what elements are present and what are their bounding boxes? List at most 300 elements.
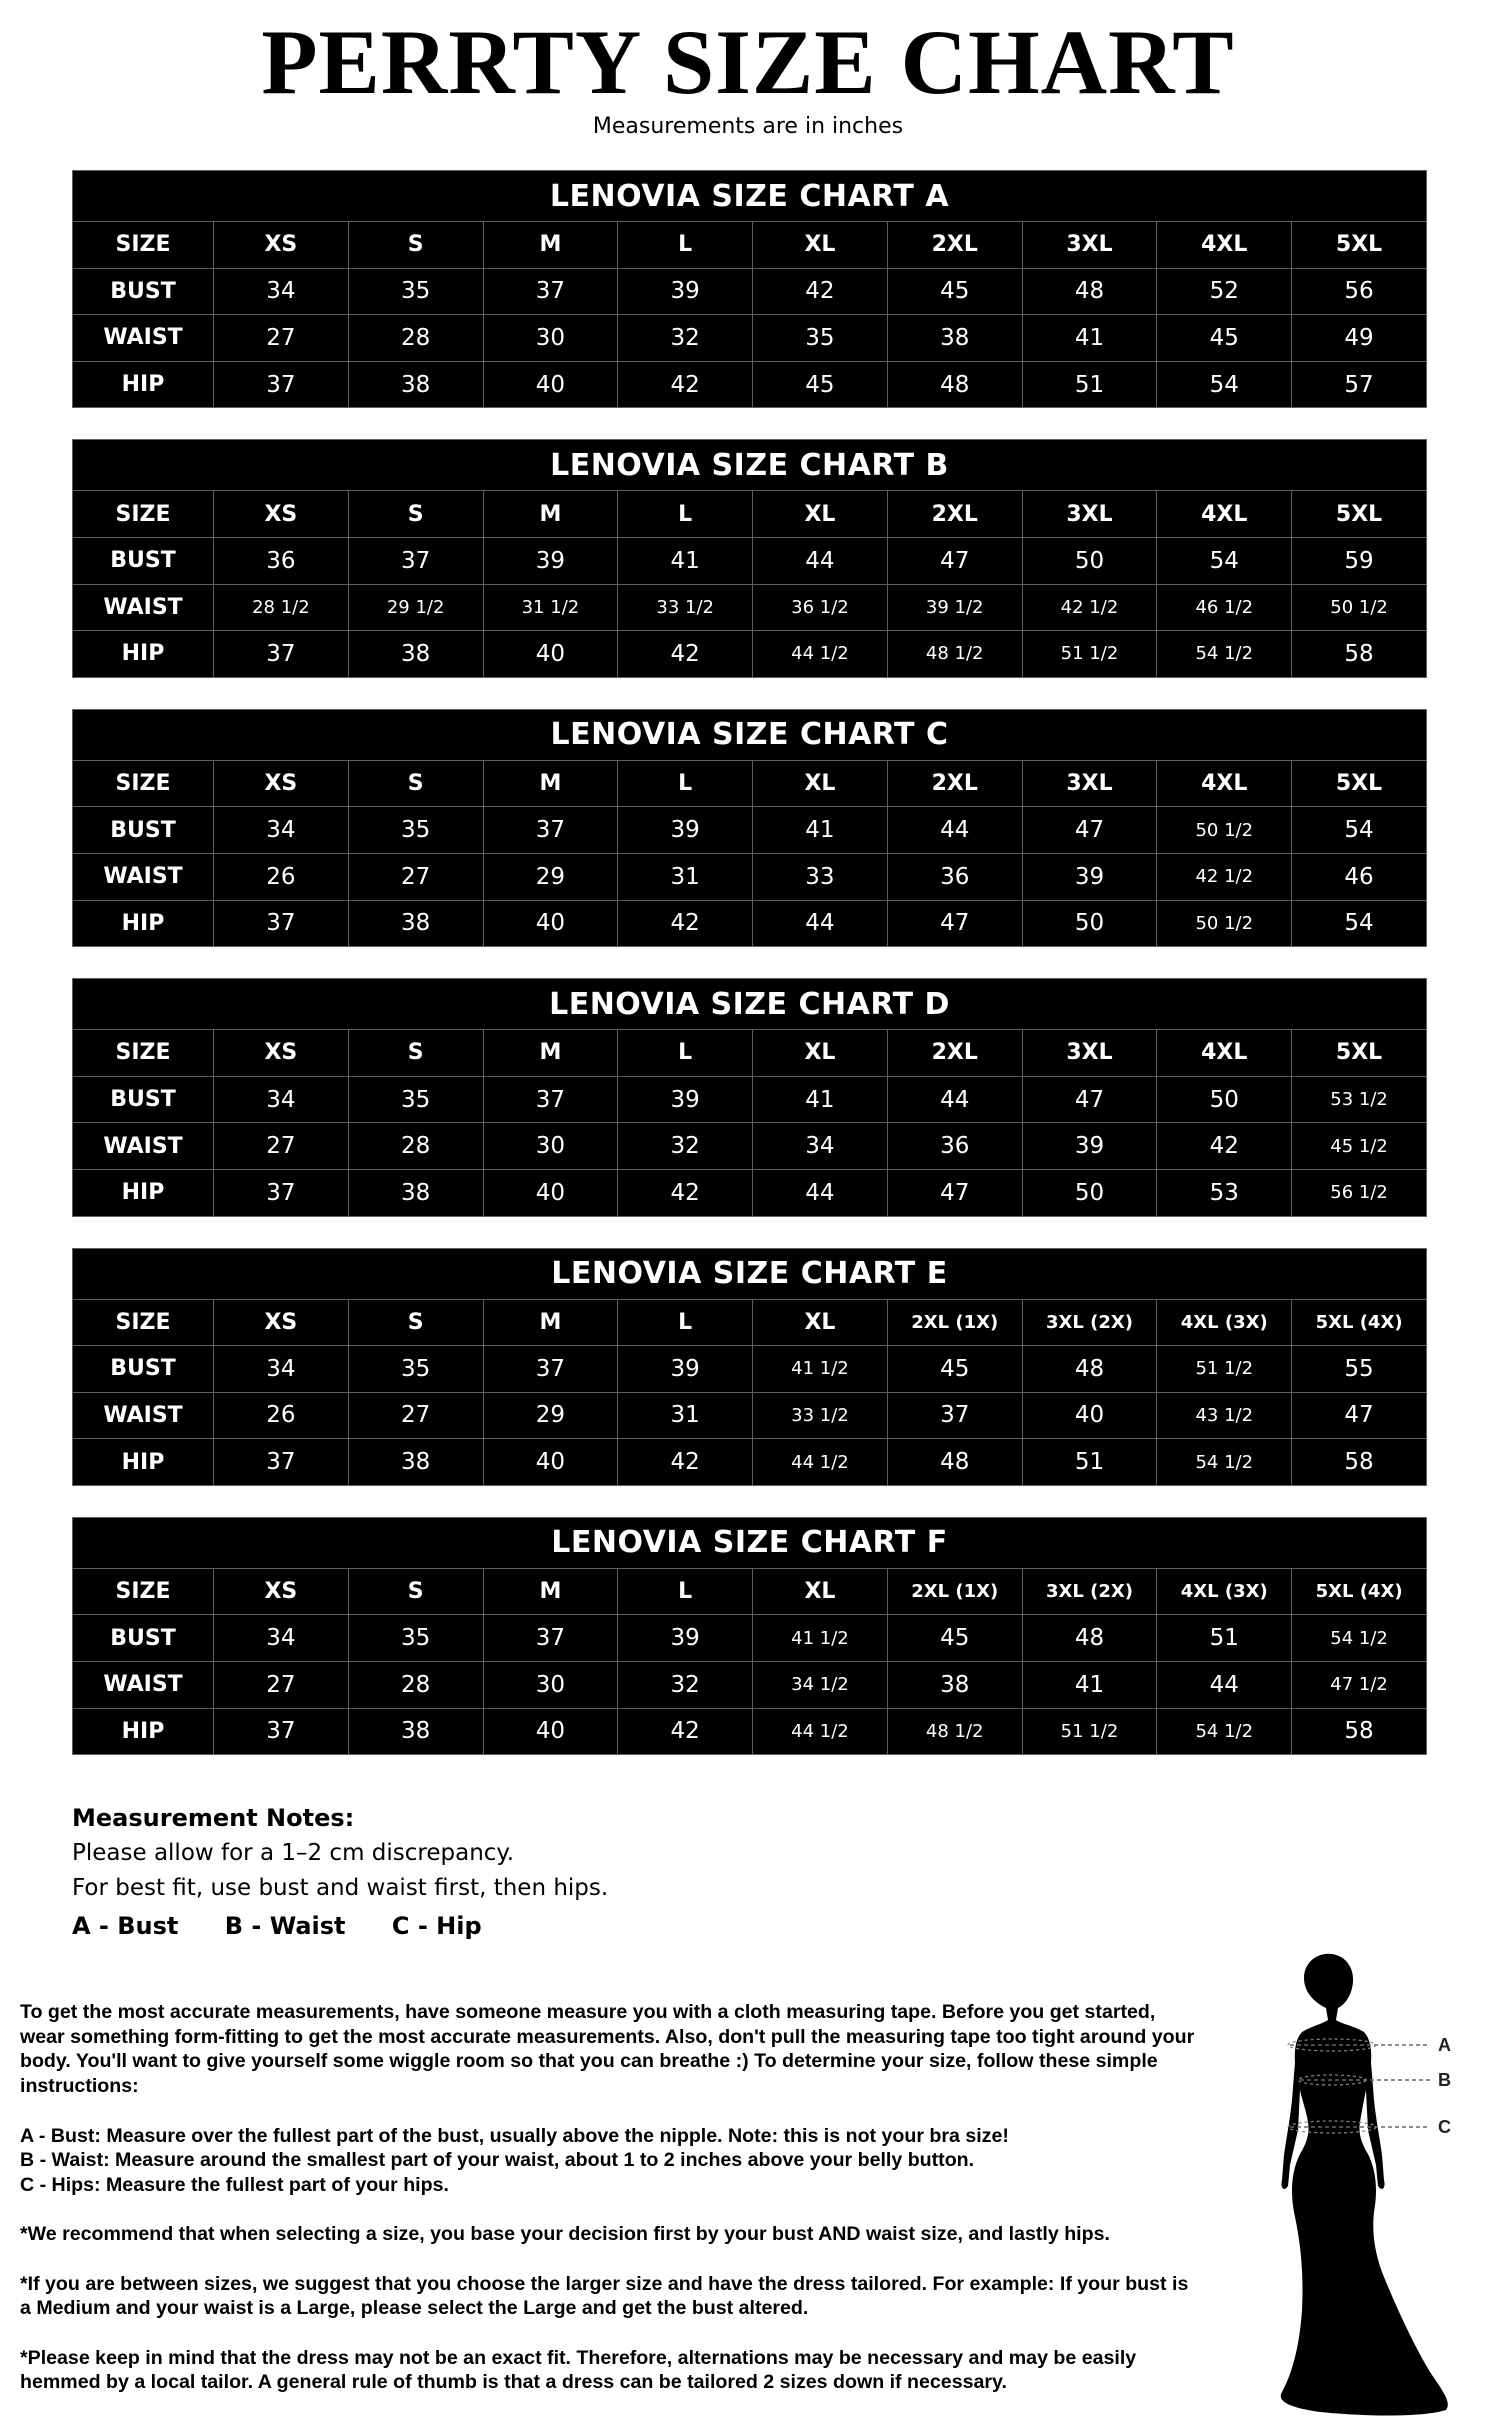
measurement-cell: 49 [1292,315,1427,362]
size-chart [72,709,1427,947]
measurement-cell: 38 [887,1662,1022,1709]
measurement-cell: 33 1/2 [753,1392,888,1439]
size-header-row [73,1568,1427,1615]
measurement-cell: 37 [214,361,349,408]
measurement-cell: 45 [887,1615,1022,1662]
size-header-cell: M [483,1030,618,1077]
size-header-cell: S [348,760,483,807]
measurement-cell: 42 [1157,1123,1292,1170]
row-label: BUST [73,537,214,584]
size-header-cell: S [348,1299,483,1346]
measurement-cell: 33 1/2 [618,584,753,631]
size-header-cell: 2XL [887,1030,1022,1077]
instructions-intro: To get the most accurate measurements, have someone measure you with a cloth measuring tape. Before you get started, wear something form-fitting to get the most accurate measurements. Also, don't pull the measuring tape too tight around your body. You'll want to give yourself some wiggle room so that you can breathe :) To determine your size, follow these simple instructions: [20,2001,1195,2098]
measurement-cell: 54 [1157,361,1292,408]
size-header-cell: 3XL [1022,491,1157,538]
measurement-cell: 51 [1022,361,1157,408]
tip-tailoring: *Please keep in mind that the dress may not be an exact fit. Therefore, alternations may be necessary and may be easily hemmed by a local tailor. A general rule of thumb is that a dress can be tailored 2 sizes down if necessary. [20,2346,1137,2394]
size-header-cell: XL [753,1568,888,1615]
measurement-cell: 54 1/2 [1157,1708,1292,1755]
instruction-step-bust: A - Bust: Measure over the fullest part of the bust, usually above the nipple. Note: this is not your bra size! [20,2124,1009,2147]
measurement-cell: 54 1/2 [1157,1439,1292,1486]
measurement-cell: 27 [214,1662,349,1709]
measurement-cell: 40 [483,1708,618,1755]
measurement-cell: 28 1/2 [214,584,349,631]
measurement-cell: 32 [618,1123,753,1170]
measurement-cell: 41 [1022,1662,1157,1709]
measurement-cell: 50 [1022,537,1157,584]
size-header-cell: 2XL [887,222,1022,269]
measurement-cell: 54 [1292,807,1427,854]
measurement-cell: 37 [214,1169,349,1216]
tip-between-sizes: *If you are between sizes, we suggest that you choose the larger size and have the dress tailored. For example: If your bust is a Medium and your waist is a Large, please select the Large and get the bust altered. [20,2272,1189,2320]
measurement-cell: 37 [214,1439,349,1486]
table-row [73,1708,1427,1755]
measurement-cell: 45 1/2 [1292,1123,1427,1170]
table-row [73,900,1427,947]
measurement-cell: 40 [483,1169,618,1216]
row-label: WAIST [73,315,214,362]
measurement-cell: 42 [618,1708,753,1755]
table-row [73,315,1427,362]
size-header-cell: 4XL [1157,222,1292,269]
size-header-label: SIZE [73,760,214,807]
row-label: WAIST [73,853,214,900]
measurement-cell: 54 [1157,537,1292,584]
size-header-cell: 2XL (1X) [887,1299,1022,1346]
measurement-cell: 53 [1157,1169,1292,1216]
measurement-cell: 54 1/2 [1292,1615,1427,1662]
measurement-cell: 30 [483,315,618,362]
measurement-cell: 54 1/2 [1157,631,1292,678]
table-row [73,361,1427,408]
size-header-cell: L [618,222,753,269]
size-chart-table [72,439,1427,677]
measurement-cell: 44 [887,1076,1022,1123]
measurement-cell: 35 [348,807,483,854]
table-row [73,268,1427,315]
measurement-cell: 45 [1157,315,1292,362]
measurement-cell: 58 [1292,1708,1427,1755]
row-label: BUST [73,1346,214,1393]
measurement-cell: 37 [887,1392,1022,1439]
measurement-cell: 36 [887,1123,1022,1170]
measurement-cell: 34 [214,807,349,854]
table-row [73,584,1427,631]
table-row [73,807,1427,854]
measurement-cell: 38 [348,361,483,408]
key-bust: A - Bust [72,1912,179,1940]
measuring-instructions [20,2000,1200,2419]
size-header-cell: L [618,1030,753,1077]
measurement-cell: 38 [348,1708,483,1755]
measurement-cell: 35 [348,1076,483,1123]
measurement-cell: 39 [618,268,753,315]
size-header-cell: 4XL [1157,1030,1292,1077]
measurement-cell: 26 [214,853,349,900]
row-label: WAIST [73,1392,214,1439]
size-header-cell: XS [214,491,349,538]
measurement-cell: 41 [753,807,888,854]
figure-label-c: C [1438,2117,1451,2137]
row-label: HIP [73,361,214,408]
size-header-row [73,491,1427,538]
measurement-cell: 44 [753,1169,888,1216]
size-header-cell: XS [214,760,349,807]
notes-heading: Measurement Notes: [72,1804,355,1832]
row-label: HIP [73,1708,214,1755]
size-chart-table [72,1248,1427,1486]
measurement-cell: 48 1/2 [887,1708,1022,1755]
measurement-cell: 34 [753,1123,888,1170]
measurement-cell: 56 [1292,268,1427,315]
measurement-cell: 36 [214,537,349,584]
measurement-cell: 36 1/2 [753,584,888,631]
measurement-cell: 44 [753,537,888,584]
measurement-cell: 28 [348,1662,483,1709]
measurement-cell: 38 [887,315,1022,362]
measurement-cell: 35 [753,315,888,362]
row-label: BUST [73,807,214,854]
measurement-cell: 40 [483,1439,618,1486]
measurement-cell: 51 1/2 [1157,1346,1292,1393]
measurement-cell: 50 1/2 [1157,807,1292,854]
measurement-cell: 40 [483,900,618,947]
measurement-cell: 42 1/2 [1157,853,1292,900]
measurement-cell: 51 1/2 [1022,631,1157,678]
size-header-cell: M [483,1299,618,1346]
measurement-cell: 47 [887,537,1022,584]
size-header-cell: XL [753,760,888,807]
measurement-cell: 44 1/2 [753,631,888,678]
measurement-cell: 34 [214,1346,349,1393]
measurement-cell: 47 [887,900,1022,947]
measurement-cell: 47 [1022,1076,1157,1123]
measurement-cell: 41 [1022,315,1157,362]
measurement-cell: 58 [1292,631,1427,678]
instruction-step-hips: C - Hips: Measure the fullest part of your hips. [20,2173,449,2196]
table-row [73,537,1427,584]
size-header-label: SIZE [73,1568,214,1615]
measurement-cell: 37 [483,1076,618,1123]
measurement-cell: 38 [348,900,483,947]
size-header-cell: 4XL [1157,491,1292,538]
measurement-cell: 30 [483,1123,618,1170]
measurement-cell: 42 [618,1439,753,1486]
instruction-step-waist: B - Waist: Measure around the smallest part of your waist, about 1 to 2 inches above your belly button. [20,2149,975,2172]
key-waist: B - Waist [224,1912,346,1940]
measurement-cell: 50 1/2 [1157,900,1292,947]
chart-title: LENOVIA SIZE CHART D [73,979,1427,1030]
measurement-cell: 45 [887,1346,1022,1393]
row-label: HIP [73,1439,214,1486]
measurement-cell: 39 [618,1615,753,1662]
size-header-cell: S [348,491,483,538]
size-header-cell: 4XL [1157,760,1292,807]
size-chart [72,439,1427,677]
size-chart-table [72,709,1427,947]
measurement-cell: 41 [618,537,753,584]
row-label: WAIST [73,1662,214,1709]
size-header-cell: 2XL [887,491,1022,538]
size-header-cell: L [618,491,753,538]
chart-title: LENOVIA SIZE CHART A [73,171,1427,222]
size-chart-table [72,1517,1427,1755]
page-subtitle: Measurements are in inches [592,114,904,139]
size-header-cell: L [618,760,753,807]
measurement-cell: 30 [483,1662,618,1709]
measurement-cell: 27 [348,1392,483,1439]
size-header-cell: XL [753,1030,888,1077]
size-header-cell: XS [214,1030,349,1077]
table-row [73,853,1427,900]
chart-title: LENOVIA SIZE CHART B [73,440,1427,491]
measurement-cell: 50 [1157,1076,1292,1123]
measurement-cell: 45 [887,268,1022,315]
size-header-cell: 3XL [1022,1030,1157,1077]
measurement-cell: 42 1/2 [1022,584,1157,631]
size-chart [72,1517,1427,1755]
row-label: HIP [73,1169,214,1216]
size-header-label: SIZE [73,491,214,538]
chart-title: LENOVIA SIZE CHART C [73,709,1427,760]
size-header-cell: 3XL (2X) [1022,1299,1157,1346]
key-hip: C - Hip [391,1912,482,1940]
measurement-cell: 27 [348,853,483,900]
size-header-cell: 3XL [1022,222,1157,269]
measurement-cell: 39 [618,1346,753,1393]
measurement-cell: 59 [1292,537,1427,584]
size-header-cell: 2XL [887,760,1022,807]
measurement-cell: 50 1/2 [1292,584,1427,631]
measurement-cell: 47 [1292,1392,1427,1439]
measurement-cell: 37 [348,537,483,584]
measurement-cell: 51 1/2 [1022,1708,1157,1755]
measurement-cell: 37 [214,1708,349,1755]
measurement-cell: 45 [753,361,888,408]
size-header-cell: S [348,1030,483,1077]
size-header-cell: M [483,1568,618,1615]
measurement-key [72,1908,972,1944]
measurement-cell: 41 [753,1076,888,1123]
measurement-cell: 58 [1292,1439,1427,1486]
measurement-cell: 35 [348,268,483,315]
size-header-row [73,222,1427,269]
measurement-cell: 27 [214,1123,349,1170]
size-header-cell: 4XL (3X) [1157,1299,1292,1346]
measurement-cell: 36 [887,853,1022,900]
measurement-cell: 32 [618,1662,753,1709]
measurement-cell: 26 [214,1392,349,1439]
size-header-cell: S [348,1568,483,1615]
size-header-row [73,1299,1427,1346]
measurement-cell: 40 [483,631,618,678]
measurement-cell: 33 [753,853,888,900]
measurement-cell: 35 [348,1615,483,1662]
measurement-cell: 28 [348,315,483,362]
measurement-cell: 51 [1157,1615,1292,1662]
measurement-cell: 50 [1022,900,1157,947]
measurement-cell: 39 [618,1076,753,1123]
size-header-cell: 5XL [1292,760,1427,807]
table-row [73,1615,1427,1662]
size-header-cell: 5XL [1292,1030,1427,1077]
measurement-cell: 57 [1292,361,1427,408]
size-header-cell: 2XL (1X) [887,1568,1022,1615]
measurement-cell: 42 [618,631,753,678]
chart-title: LENOVIA SIZE CHART F [73,1517,1427,1568]
size-header-cell: 5XL [1292,222,1427,269]
table-row [73,1346,1427,1393]
measurement-cell: 37 [483,807,618,854]
measurement-cell: 44 [887,807,1022,854]
measurement-cell: 46 [1292,853,1427,900]
measurement-cell: 44 1/2 [753,1439,888,1486]
measurement-cell: 48 [1022,268,1157,315]
notes-line: For best fit, use bust and waist first, then hips. [72,1875,609,1901]
row-label: HIP [73,631,214,678]
measurement-cell: 48 1/2 [887,631,1022,678]
measurement-cell: 34 [214,268,349,315]
size-header-cell: XL [753,1299,888,1346]
table-row [73,1392,1427,1439]
size-header-cell: XL [753,222,888,269]
measurement-cell: 48 [887,1439,1022,1486]
measurement-cell: 35 [348,1346,483,1393]
size-chart [72,978,1427,1216]
measurement-cell: 31 1/2 [483,584,618,631]
figure-label-a: A [1438,2035,1451,2055]
table-row [73,1123,1427,1170]
row-label: BUST [73,1615,214,1662]
size-chart-table [72,978,1427,1216]
size-header-label: SIZE [73,1030,214,1077]
measurement-cell: 44 [753,900,888,947]
measurement-cell: 42 [618,361,753,408]
measurement-cell: 29 1/2 [348,584,483,631]
measurement-cell: 47 1/2 [1292,1662,1427,1709]
chart-title: LENOVIA SIZE CHART E [73,1248,1427,1299]
measurement-cell: 38 [348,631,483,678]
measurement-cell: 41 1/2 [753,1346,888,1393]
measurement-cell: 42 [753,268,888,315]
measurement-cell: 39 [1022,853,1157,900]
tip-size-priority: *We recommend that when selecting a size, you base your decision first by your bust AND waist size, and lastly hips. [20,2223,1110,2246]
row-label: HIP [73,900,214,947]
measurement-cell: 46 1/2 [1157,584,1292,631]
size-header-cell: S [348,222,483,269]
measurement-cell: 37 [483,1615,618,1662]
measurement-cell: 40 [483,361,618,408]
measurement-cell: 39 1/2 [887,584,1022,631]
measurement-cell: 31 [618,853,753,900]
measurement-cell: 32 [618,315,753,362]
size-header-label: SIZE [73,1299,214,1346]
measurement-cell: 48 [1022,1346,1157,1393]
size-header-cell: XS [214,222,349,269]
measurement-cell: 37 [214,900,349,947]
page-title: PERRTY SIZE CHART [261,11,1235,113]
measurement-cell: 56 1/2 [1292,1169,1427,1216]
measurement-cell: 34 [214,1076,349,1123]
measurement-cell: 41 1/2 [753,1615,888,1662]
size-header-cell: M [483,491,618,538]
size-header-cell: XL [753,491,888,538]
measurement-cell: 34 1/2 [753,1662,888,1709]
measurement-cell: 38 [348,1439,483,1486]
table-row [73,1662,1427,1709]
size-header-row [73,1030,1427,1077]
row-label: BUST [73,268,214,315]
size-charts [72,170,1427,1786]
figure-label-b: B [1438,2070,1451,2090]
size-chart-table [72,170,1427,408]
size-header-cell: 3XL [1022,760,1157,807]
table-row [73,1439,1427,1486]
measurement-notes [72,1800,972,1944]
size-chart [72,170,1427,408]
table-row [73,1076,1427,1123]
measurement-cell: 29 [483,853,618,900]
measurement-cell: 37 [483,1346,618,1393]
row-label: WAIST [73,584,214,631]
size-header-cell: 5XL [1292,491,1427,538]
row-label: WAIST [73,1123,214,1170]
size-header-cell: L [618,1568,753,1615]
measurement-cell: 37 [483,268,618,315]
size-header-cell: 3XL (2X) [1022,1568,1157,1615]
measurement-cell: 52 [1157,268,1292,315]
measurement-figure [1240,1950,1496,2419]
size-header-cell: XS [214,1299,349,1346]
measurement-cell: 54 [1292,900,1427,947]
measurement-cell: 44 1/2 [753,1708,888,1755]
measurement-cell: 55 [1292,1346,1427,1393]
measurement-cell: 43 1/2 [1157,1392,1292,1439]
size-header-label: SIZE [73,222,214,269]
table-row [73,631,1427,678]
measurement-cell: 39 [1022,1123,1157,1170]
measurement-cell: 47 [1022,807,1157,854]
size-header-cell: XS [214,1568,349,1615]
measurement-cell: 38 [348,1169,483,1216]
notes-line: Please allow for a 1–2 cm discrepancy. [72,1840,515,1866]
measurement-cell: 27 [214,315,349,362]
row-label: BUST [73,1076,214,1123]
table-row [73,1169,1427,1216]
measurement-cell: 42 [618,900,753,947]
measurement-cell: 28 [348,1123,483,1170]
measurement-cell: 50 [1022,1169,1157,1216]
size-header-cell: M [483,222,618,269]
measurement-cell: 29 [483,1392,618,1439]
measurement-cell: 40 [1022,1392,1157,1439]
measurement-cell: 53 1/2 [1292,1076,1427,1123]
size-header-cell: 5XL (4X) [1292,1299,1427,1346]
size-header-cell: M [483,760,618,807]
size-header-cell: 4XL (3X) [1157,1568,1292,1615]
woman-silhouette-icon [1240,1950,1496,2419]
size-chart [72,1248,1427,1486]
size-header-cell: 5XL (4X) [1292,1568,1427,1615]
measurement-cell: 48 [1022,1615,1157,1662]
measurement-cell: 39 [618,807,753,854]
measurement-cell: 31 [618,1392,753,1439]
measurement-cell: 39 [483,537,618,584]
measurement-cell: 37 [214,631,349,678]
measurement-cell: 42 [618,1169,753,1216]
measurement-cell: 47 [887,1169,1022,1216]
